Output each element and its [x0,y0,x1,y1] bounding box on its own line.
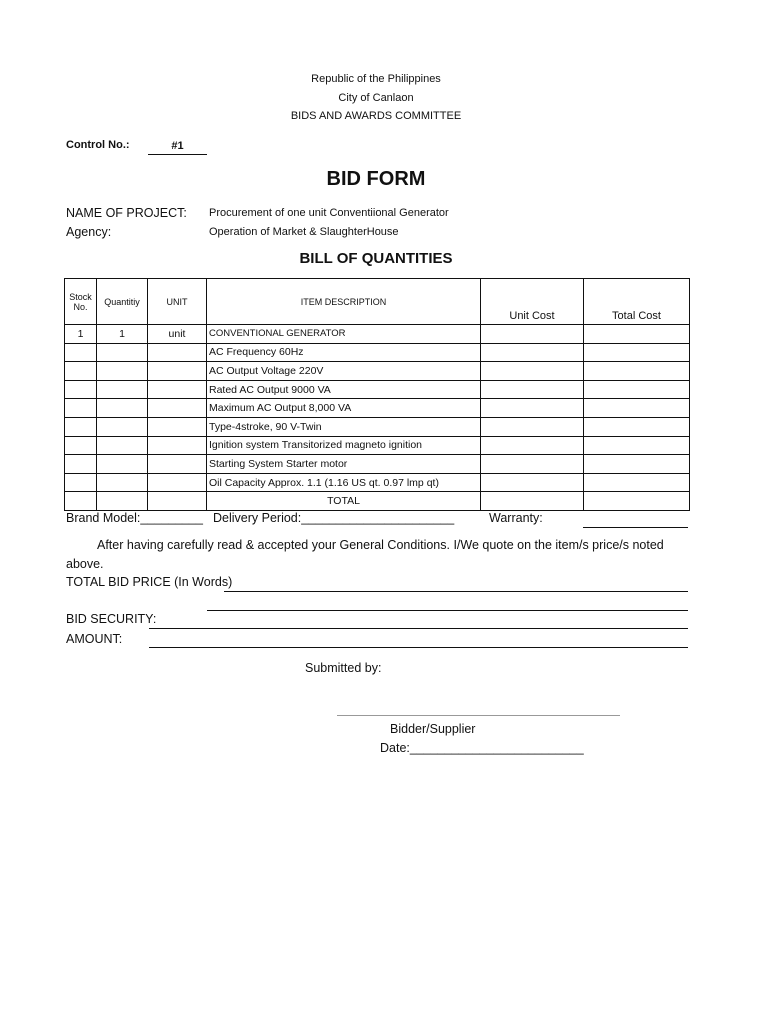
total-bid-price-label: TOTAL BID PRICE (In Words) [66,575,233,589]
col-header-quantity: Quantitiy [97,279,148,325]
cell-unit: unit [148,325,207,344]
cell-unit-cost[interactable] [481,343,584,362]
cell-unit [148,455,207,474]
bid-security-line[interactable] [149,628,688,629]
cell-description: AC Output Voltage 220V [207,362,481,381]
cell-unit-cost[interactable] [481,436,584,455]
cell-description: Type-4stroke, 90 V-Twin [207,417,481,436]
date-field[interactable]: Date:_________________________ [380,741,584,755]
cell-total-cost[interactable] [584,455,690,474]
cell-unit-cost[interactable] [481,399,584,418]
cell-description: Oil Capacity Approx. 1.1 (1.16 US qt. 0.97 lmp qt) [207,473,481,492]
col-header-total-cost: Total Cost [584,279,690,325]
cell-total-cost[interactable] [584,436,690,455]
table-row [65,380,690,399]
signature-line[interactable] [337,715,620,716]
bill-of-quantities-table [64,278,690,511]
warranty-label: Warranty: [489,511,543,525]
col-header-unit: UNIT [148,279,207,325]
cell-unit [148,473,207,492]
cell-total-cost[interactable] [584,399,690,418]
cell-description: AC Frequency 60Hz [207,343,481,362]
cell-unit-cost[interactable] [481,417,584,436]
cell-stock [65,399,97,418]
cell-qty [97,473,148,492]
col-header-stock-no: Stock No. [65,279,97,325]
cell-description: Maximum AC Output 8,000 VA [207,399,481,418]
table-row [65,436,690,455]
page-title: BID FORM [326,168,426,190]
table-header-row [65,279,690,325]
table-row [65,399,690,418]
total-label: TOTAL [207,492,481,511]
agency-value: Operation of Market & SlaughterHouse [209,226,399,238]
amount-label: AMOUNT: [66,632,123,646]
total-bid-price-line-1[interactable] [224,591,688,592]
delivery-period-field[interactable]: Delivery Period:______________________ [213,511,455,525]
cell-unit-cost[interactable] [481,455,584,474]
cell-qty [97,380,148,399]
bid-security-label: BID SECURITY: [66,612,157,626]
cell-qty [97,436,148,455]
header-city: City of Canlaon [338,92,414,104]
table-row [65,417,690,436]
total-cost-cell[interactable] [584,492,690,511]
header-republic: Republic of the Philippines [311,73,441,85]
cell-qty [97,455,148,474]
control-no-value: #1 [148,139,207,155]
agency-label: Agency: [66,225,112,239]
project-name-label: NAME OF PROJECT: [66,206,187,220]
cell-qty [97,362,148,381]
table-row [65,325,690,344]
brand-model-field[interactable]: Brand Model:_________ [66,511,203,525]
bidder-supplier-label: Bidder/Supplier [390,722,476,736]
cell-unit-cost[interactable] [481,362,584,381]
cell-qty: 1 [97,325,148,344]
cell-stock [65,380,97,399]
cell-unit [148,436,207,455]
table-total-row [65,492,690,511]
cell-unit [148,343,207,362]
cell-description: Starting System Starter motor [207,455,481,474]
amount-line[interactable] [149,647,688,648]
col-header-item-description: ITEM DESCRIPTION [207,279,481,325]
cell-description: Rated AC Output 9000 VA [207,380,481,399]
cell-unit [148,417,207,436]
cell-unit-cost[interactable] [481,473,584,492]
cell-total-cost[interactable] [584,417,690,436]
table-row [65,455,690,474]
cell-total-cost[interactable] [584,325,690,344]
cell-stock [65,362,97,381]
table-row [65,343,690,362]
table-row [65,473,690,492]
cell-total-cost[interactable] [584,380,690,399]
boq-title: BILL OF QUANTITIES [299,250,453,267]
cell-total-cost[interactable] [584,473,690,492]
cell-description: Ignition system Transitorized magneto ignition [207,436,481,455]
col-header-unit-cost: Unit Cost [481,279,584,325]
table-row [65,362,690,381]
submitted-by-label: Submitted by: [305,661,382,675]
cell-qty [97,417,148,436]
control-no-label: Control No.: [66,139,130,151]
cell-stock [65,473,97,492]
project-name-value: Procurement of one unit Conventiional Generator [209,207,449,219]
header-committee: BIDS AND AWARDS COMMITTEE [290,110,462,122]
cell-stock [65,343,97,362]
cell-qty [97,343,148,362]
cell-unit [148,362,207,381]
cell-description: CONVENTIONAL GENERATOR [207,325,481,344]
cell-stock: 1 [65,325,97,344]
cell-total-cost[interactable] [584,362,690,381]
total-bid-price-line-2[interactable] [207,610,688,611]
cell-total-cost[interactable] [584,343,690,362]
cell-unit [148,380,207,399]
cell-qty [97,399,148,418]
cell-unit-cost[interactable] [481,380,584,399]
total-unit-cost-cell[interactable] [481,492,584,511]
cell-stock [65,436,97,455]
cell-unit-cost[interactable] [481,325,584,344]
cell-stock [65,455,97,474]
cell-stock [65,417,97,436]
cell-unit [148,399,207,418]
acceptance-statement: After having carefully read & accepted your General Conditions. I/We quote on the item/s price/s noted above. [66,538,664,571]
warranty-line[interactable] [583,527,688,528]
